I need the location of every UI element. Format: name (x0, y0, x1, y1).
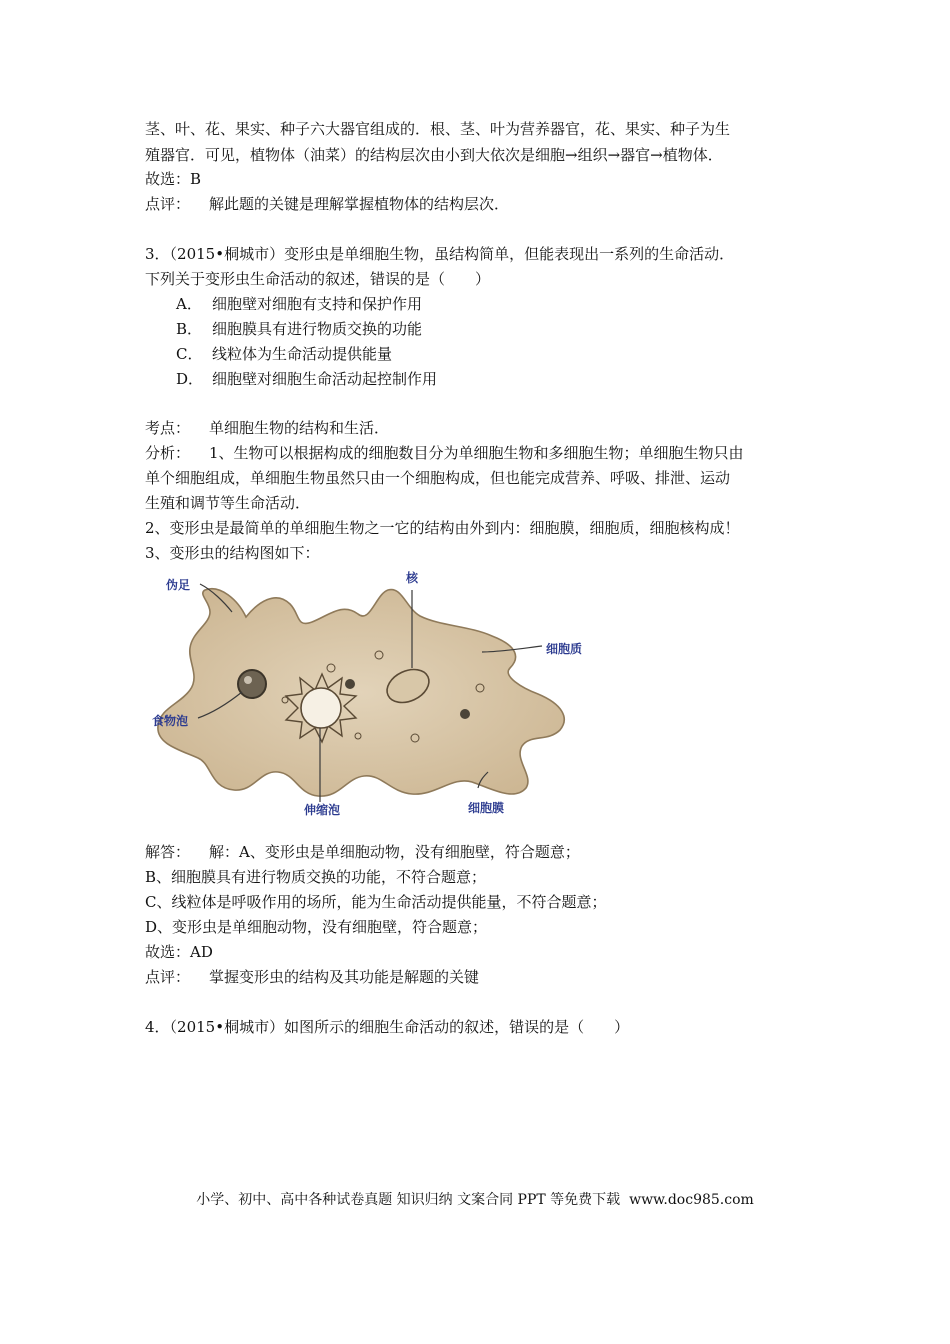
q3-answer (145, 942, 825, 962)
option-text: 细胞壁对细胞有支持和保护作用 (212, 295, 423, 313)
q3-solution-2: B、细胞膜具有进行物质交换的功能，不符合题意； (145, 868, 487, 886)
point-text: 单细胞生物的结构和生活． (209, 419, 390, 437)
option-text: 细胞膜具有进行物质交换的功能 (212, 320, 423, 338)
analysis-text: 1、生物可以根据构成的细胞数目分为单细胞生物和多细胞生物；单细胞生物只由 (209, 444, 744, 462)
intro-comment (145, 194, 825, 214)
option-text: 细胞壁对细胞生命活动起控制作用 (212, 370, 438, 388)
option-label: B． (176, 320, 203, 338)
food-vacuole (238, 670, 266, 698)
label-membrane: 细胞膜 (468, 801, 505, 815)
q3-analysis-5: 3、变形虫的结构图如下： (145, 544, 320, 562)
analysis-label: 分析： (145, 444, 191, 462)
q3-comment (145, 967, 825, 987)
amoeba-body (158, 589, 564, 796)
intro-line-1: 茎、叶、花、果实、种子六大器官组成的．根、茎、叶为营养器官，花、果实、种子为生 (145, 120, 731, 138)
solution-label: 解答： (145, 843, 191, 861)
page-footer (0, 1190, 950, 1210)
label-pseudopod: 伪足 (166, 578, 191, 592)
q3-solution-4: D、变形虫是单细胞动物，没有细胞壁，符合题意； (145, 918, 488, 936)
q3-analysis-1 (145, 443, 825, 463)
option-label: D． (176, 370, 204, 388)
comment-text: 解此题的关键是理解掌握植物体的结构层次． (209, 195, 510, 213)
comment-label: 点评： (145, 968, 191, 986)
q3-option-a (176, 294, 856, 314)
option-label: A． (176, 295, 202, 313)
solution-text: 解：A、变形虫是单细胞动物，没有细胞壁，符合题意； (209, 843, 580, 861)
footer-url[interactable]: www.doc985.com (629, 1192, 754, 1208)
footer-text: 小学、初中、高中各种试卷真题 知识归纳 文案合同 PPT 等免费下载 (196, 1192, 621, 1208)
intro-line-2: 殖器官．可见，植物体（油菜）的结构层次由小到大依次是细胞→组织→器官→植物体． (145, 146, 723, 164)
intro-answer (145, 169, 825, 189)
q3-analysis-2: 单个细胞组成，单细胞生物虽然只由一个细胞构成，但也能完成营养、呼吸、排泄、运动 (145, 469, 731, 487)
answer-value: B (190, 170, 202, 188)
q3-stem-line-1: 3．（2015•桐城市）变形虫是单细胞生物，虽结构简单，但能表现出一系列的生命活动． (145, 245, 735, 263)
q3-option-b (176, 319, 856, 339)
label-food-vacuole: 食物泡 (152, 714, 189, 728)
label-cytoplasm: 细胞质 (546, 642, 583, 656)
label-contractile-vacuole: 伸缩泡 (304, 803, 341, 817)
q3-stem-line-2: 下列关于变形虫生命活动的叙述，错误的是（ ） (145, 270, 491, 288)
answer-value: AD (190, 943, 213, 961)
label-nucleus: 核 (406, 571, 419, 585)
q3-analysis-3: 生殖和调节等生命活动． (145, 494, 311, 512)
comment-label: 点评： (145, 195, 191, 213)
amoeba-diagram (150, 562, 600, 824)
q3-point (145, 418, 825, 438)
q3-solution-3: C、线粒体是呼吸作用的场所，能为生命活动提供能量，不符合题意； (145, 893, 607, 911)
option-text: 线粒体为生命活动提供能量 (212, 345, 393, 363)
answer-label: 故选： (145, 943, 191, 961)
q3-option-d (176, 369, 856, 389)
point-label: 考点： (145, 419, 191, 437)
q3-option-c (176, 344, 856, 364)
q3-analysis-4: 2、变形虫是最简单的单细胞生物之一它的结构由外到内：细胞膜，细胞质，细胞核构成！ (145, 519, 740, 537)
q3-solution-1 (145, 842, 825, 862)
answer-label: 故选： (145, 170, 191, 188)
option-label: C． (176, 345, 203, 363)
comment-text: 掌握变形虫的结构及其功能是解题的关键 (209, 968, 480, 986)
q4-stem: 4．（2015•桐城市）如图所示的细胞生命活动的叙述，错误的是（ ） (145, 1018, 630, 1036)
